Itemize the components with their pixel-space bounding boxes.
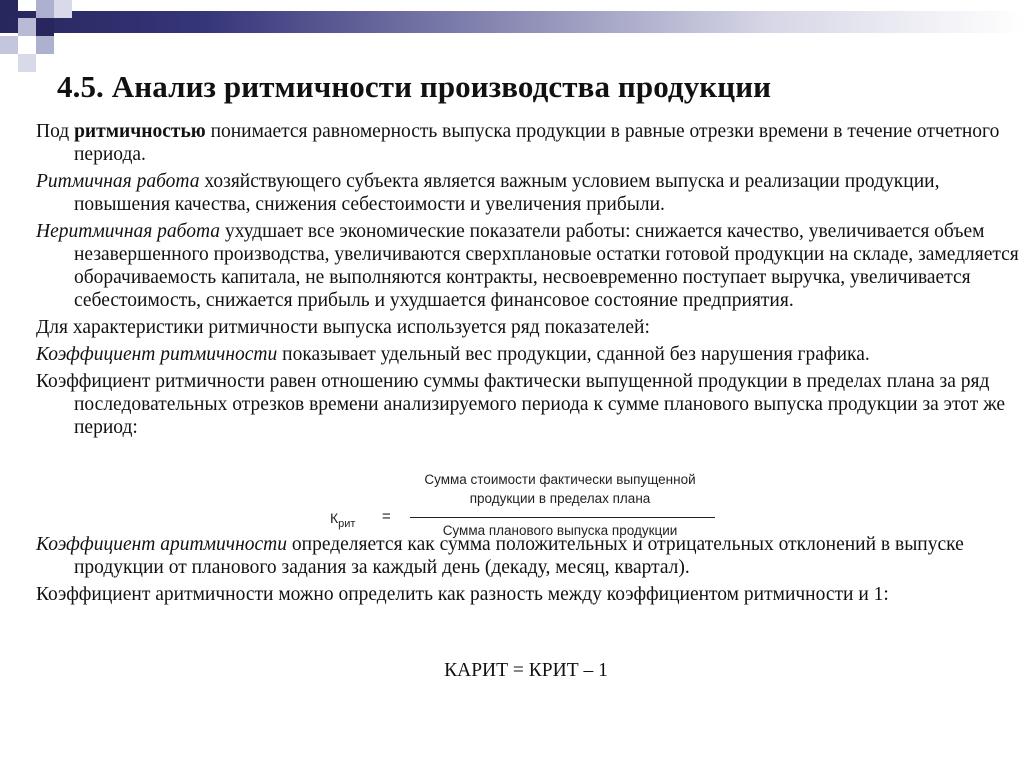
slide-title: 4.5. Анализ ритмичности производства продукции (57, 69, 772, 104)
paragraph-indicators: Для характеристики ритмичности выпуска используется ряд показателей: (36, 317, 650, 338)
decor-square (36, 36, 54, 54)
formula-equals: = (382, 508, 391, 525)
arrhythmia-formula: КАРИТ = КРИТ – 1 (444, 660, 608, 681)
header-gradient-bar (0, 11, 1024, 33)
decor-square (54, 0, 72, 18)
paragraph-definition: Под ритмичностью понимается равномерность выпуска продукции в равные отрезки времени в течение отчетного периода. (36, 121, 1000, 165)
paragraph-rhythm-coefficient-definition: Коэффициент ритмичности равен отношению суммы фактически выпущенной продукции в пределах плана за ряд последовательных отрезков времени анализируемого периода к сумме планового выпуска продукции за этот же период: (36, 371, 1006, 438)
formula-numerator: Сумма стоимости фактически выпущенной продукции в пределах плана (424, 472, 696, 506)
rhythm-coefficient-formula (330, 470, 730, 542)
decor-square (18, 18, 36, 36)
paragraph-arrhythmia-difference: Коэффициент аритмичности можно определить как разность между коэффициентом ритмичности и 1: (36, 584, 889, 605)
decor-square (36, 0, 54, 18)
paragraph-rhythm-coefficient: Коэффициент ритмичности показывает удельный вес продукции, сданной без нарушения графика. (36, 344, 870, 365)
decor-square (18, 54, 36, 72)
decor-square (36, 18, 54, 36)
decor-square (0, 0, 18, 18)
fraction-line (410, 517, 715, 518)
paragraph-rhythmic-work: Ритмичная работа хозяйствующего субъекта является важным условием выпуска и реализации продукции, повышения качества, снижения себестоимости и увеличения прибыли. (36, 171, 940, 215)
formula-denominator: Сумма планового выпуска продукции (442, 523, 678, 538)
decor-square (0, 36, 18, 54)
paragraph-nonrhythmic-work: Неритмичная работа ухудшает все экономические показатели работы: снижается качество, увеличивается объем незавершенного производства, увеличиваются сверхплановые остатки готовой продукции на складе, замедляется оборачиваемость капитала, не выполняются контракты, несвоевременно поступает выручка, увеличивается себестоимость, снижается прибыль и ухудшается финансовое состояние предприятия. (36, 221, 1019, 311)
term-rhythmicity: ритмичностью (74, 121, 206, 142)
formula-symbol: $К_{рит}$ (330, 510, 356, 530)
paragraph-arrhythmia-coefficient: Коэффициент аритмичности определяется как сумма положительных и отрицательных отклонений в выпуске продукции от планового задания за каждый день (декаду, месяц, квартал). (36, 534, 964, 578)
